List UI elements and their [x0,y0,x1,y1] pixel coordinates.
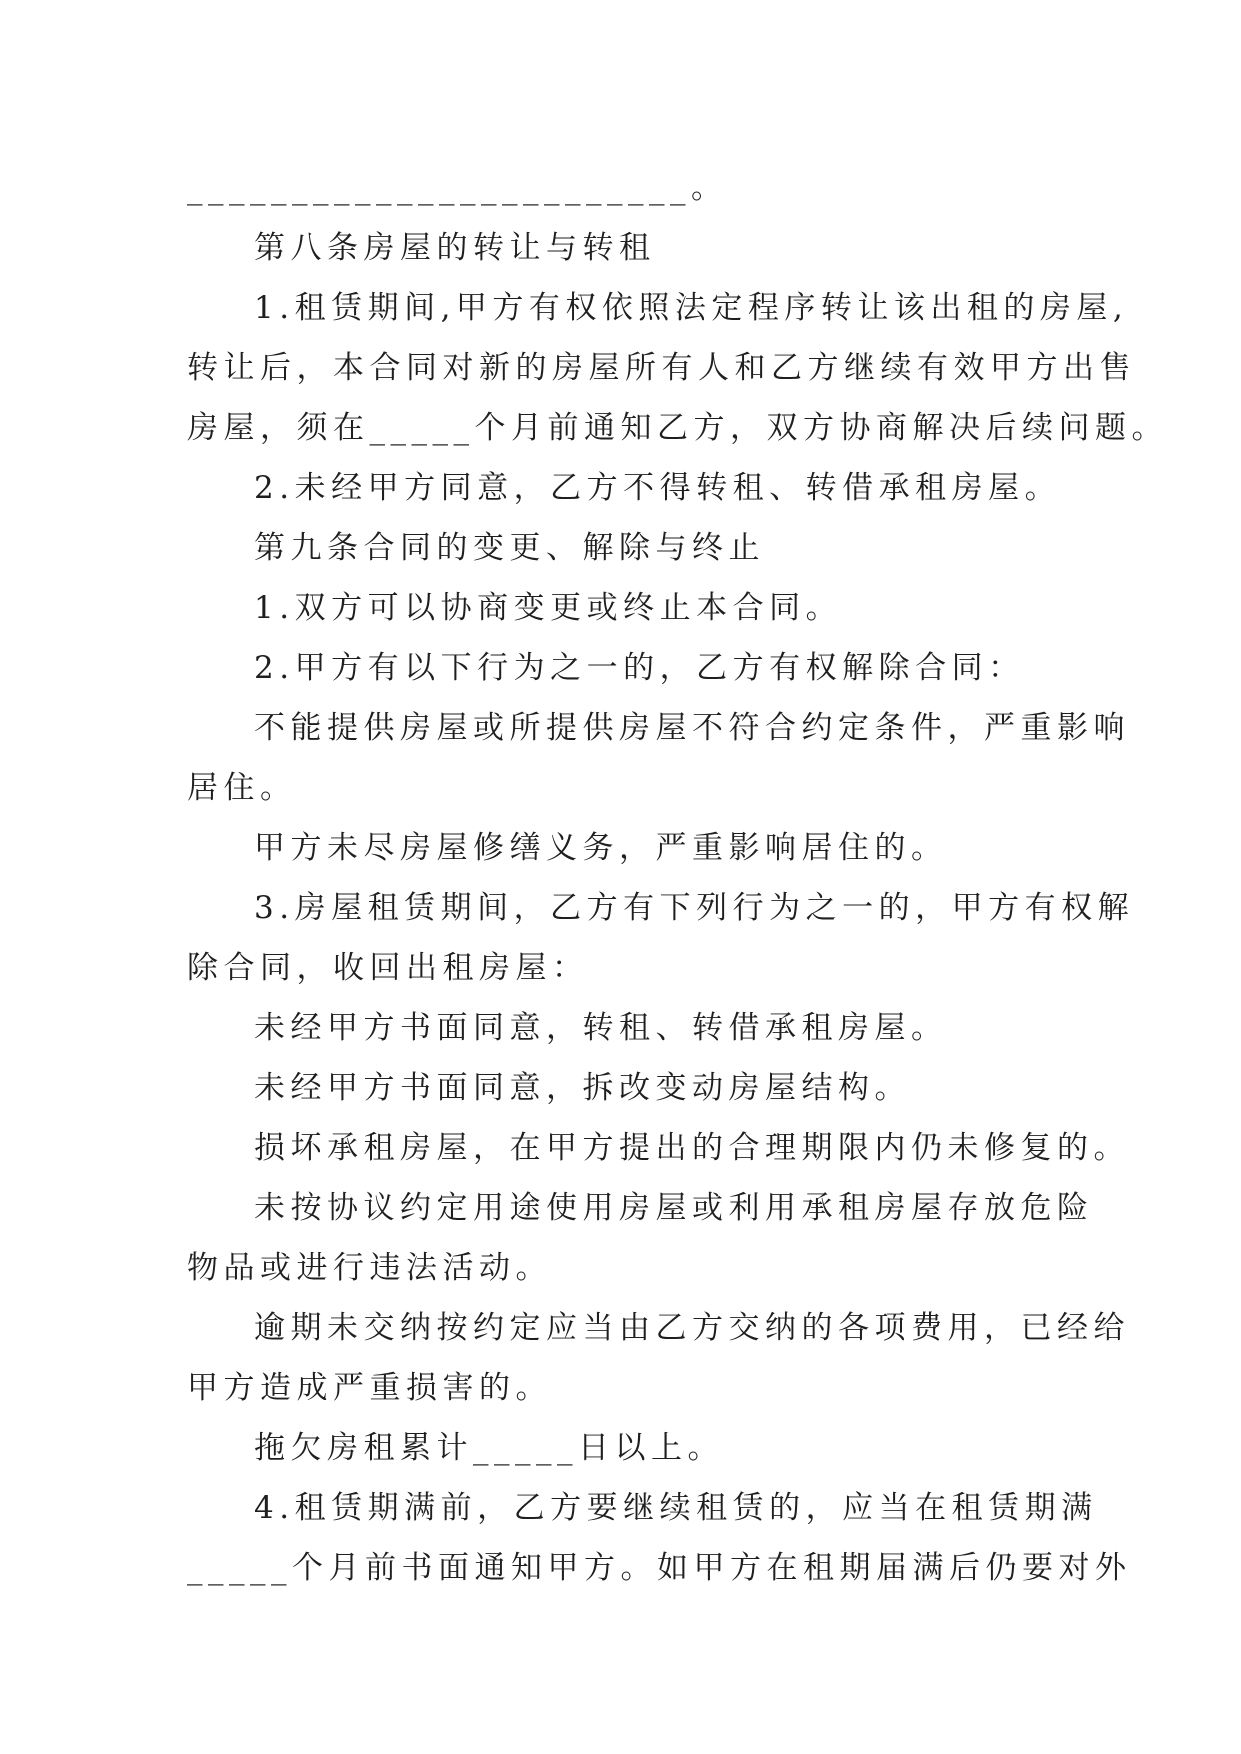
clause-2-item-1-line-1: 不能提供房屋或所提供房屋不符合约定条件，严重影响 [254,710,1130,746]
article-8-clause-1-line-3: 房屋，须在_____个月前通知乙方，双方协商解决后续问题。 [187,410,1168,446]
article-9-clause-3-line-1: 3.房屋租赁期间，乙方有下列行为之一的，甲方有权解 [254,890,1135,926]
article-8-clause-1-line-2: 转让后，本合同对新的房屋所有人和乙方继续有效甲方出售 [187,350,1136,386]
article-9-clause-1: 1.双方可以协商变更或终止本合同。 [254,590,843,626]
blank-line-end: ________________________。 [187,170,728,206]
clause-3-item-4-line-2: 物品或进行违法活动。 [187,1250,552,1286]
article-8-heading: 第八条房屋的转让与转租 [254,230,656,266]
article-8-clause-1-line-1: 1.租赁期间,甲方有权依照法定程序转让该出租的房屋, [254,290,1129,326]
clause-3-item-6: 拖欠房租累计_____日以上。 [254,1430,724,1466]
article-9-clause-2: 2.甲方有以下行为之一的，乙方有权解除合同： [254,650,1025,686]
clause-3-item-4-line-1: 未按协议约定用途使用房屋或利用承租房屋存放危险 [254,1190,1094,1226]
article-8-clause-2: 2.未经甲方同意，乙方不得转租、转借承租房屋。 [254,470,1062,506]
clause-3-item-2: 未经甲方书面同意，拆改变动房屋结构。 [254,1070,911,1106]
article-9-clause-3-line-2: 除合同，收回出租房屋： [187,950,589,986]
clause-3-item-5-line-1: 逾期未交纳按约定应当由乙方交纳的各项费用，已经给 [254,1310,1130,1346]
clause-2-item-2: 甲方未尽房屋修缮义务，严重影响居住的。 [254,830,948,866]
article-9-clause-4-line-2: _____个月前书面通知甲方。如甲方在租期届满后仍要对外 [187,1550,1132,1586]
article-9-heading: 第九条合同的变更、解除与终止 [254,530,765,566]
clause-3-item-1: 未经甲方书面同意，转租、转借承租房屋。 [254,1010,948,1046]
article-9-clause-4-line-1: 4.租赁期满前，乙方要继续租赁的，应当在租赁期满 [254,1490,1098,1526]
clause-3-item-5-line-2: 甲方造成严重损害的。 [187,1370,552,1406]
clause-2-item-1-line-2: 居住。 [187,770,297,806]
clause-3-item-3: 损坏承租房屋，在甲方提出的合理期限内仍未修复的。 [254,1130,1130,1166]
